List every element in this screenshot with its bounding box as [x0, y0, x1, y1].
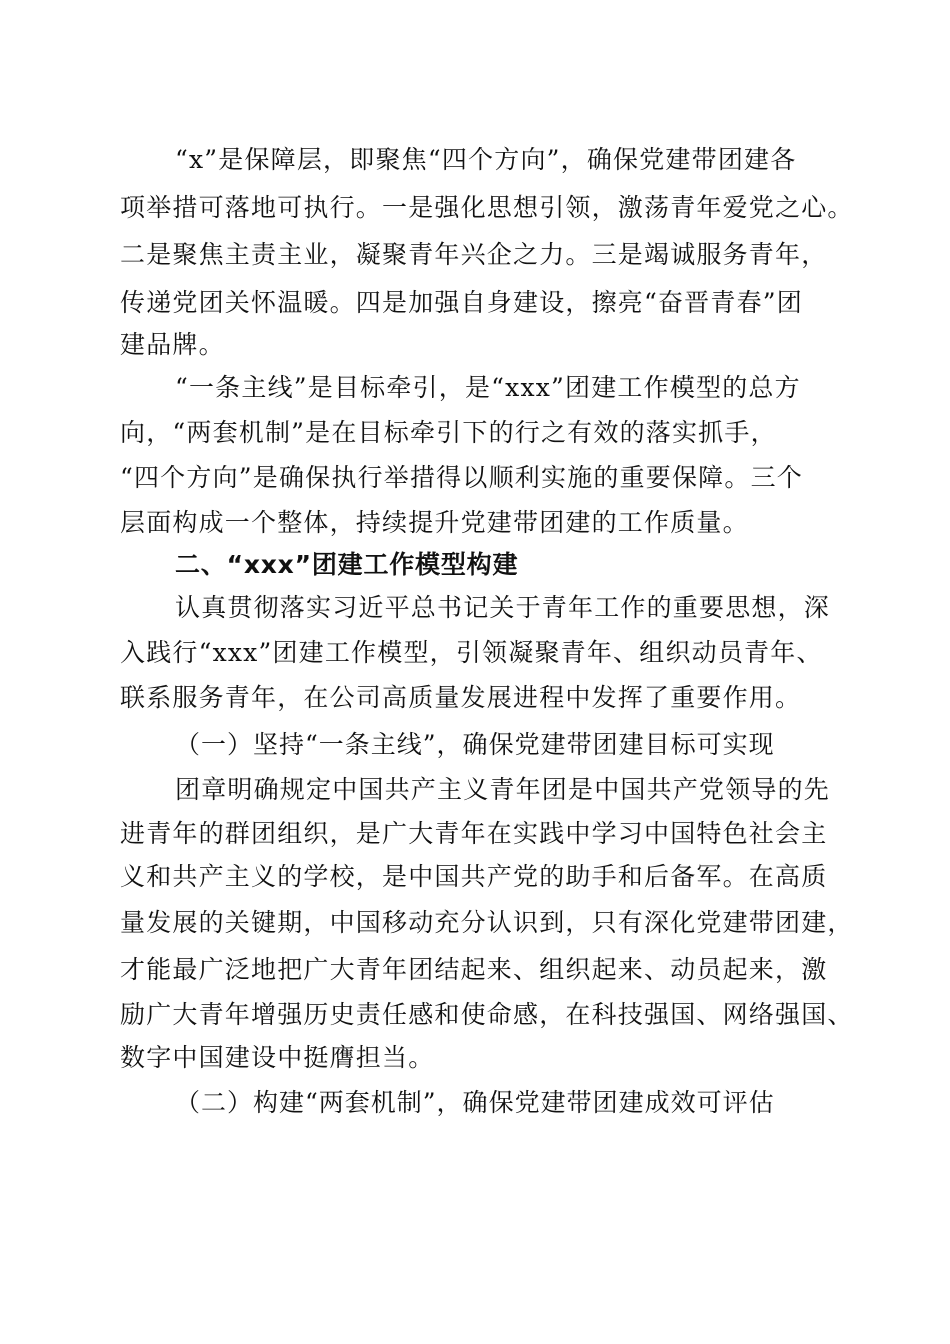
paragraph-3-line-1: 认真贯彻落实习近平总书记关于青年工作的重要思想，深: [175, 593, 831, 622]
paragraph-1-line-4: 传递党团关怀温暖。四是加强自身建设，擦亮“奋晋青春”团: [120, 288, 803, 317]
paragraph-4-line-1: 团章明确规定中国共产主义青年团是中国共产党领导的先: [175, 775, 831, 804]
paragraph-2-line-3: “四个方向”是确保执行举措得以顺利实施的重要保障。三个: [120, 463, 803, 492]
section-heading-2: 二、“xxx”团建工作模型构建: [175, 550, 519, 579]
paragraph-1-line-2: 项举措可落地可执行。一是强化思想引领，激荡青年爱党之心。: [120, 193, 854, 222]
paragraph-4-line-4: 量发展的关键期，中国移动充分认识到，只有深化党建带团建，: [120, 908, 854, 937]
paragraph-1-line-5: 建品牌。: [120, 330, 225, 359]
paragraph-2-line-1: “一条主线”是目标牵引，是“xxx”团建工作模型的总方: [175, 373, 801, 402]
subsection-heading-2: （二）构建“两套机制”，确保党建带团建成效可评估: [175, 1088, 775, 1117]
paragraph-4-line-2: 进青年的群团组织，是广大青年在实践中学习中国特色社会主: [120, 819, 828, 848]
paragraph-1-line-3: 二是聚焦主责主业，凝聚青年兴企之力。三是竭诚服务青年，: [120, 240, 828, 269]
paragraph-2-line-2: 向，“两套机制”是在目标牵引下的行之有效的落实抓手，: [120, 418, 777, 447]
subsection-heading-1: （一）坚持“一条主线”，确保党建带团建目标可实现: [175, 730, 775, 759]
paragraph-4-line-7: 数字中国建设中挺膺担当。: [120, 1043, 435, 1072]
paragraph-2-line-4: 层面构成一个整体，持续提升党建带团建的工作质量。: [120, 508, 749, 537]
paragraph-4-line-3: 义和共产主义的学校，是中国共产党的助手和后备军。在高质: [120, 862, 828, 891]
paragraph-3-line-3: 联系服务青年，在公司高质量发展进程中发挥了重要作用。: [120, 683, 802, 712]
paragraph-3-line-2: 入践行“xxx”团建工作模型，引领凝聚青年、组织动员青年、: [120, 638, 823, 667]
paragraph-4-line-5: 才能最广泛地把广大青年团结起来、组织起来、动员起来，激: [120, 955, 828, 984]
paragraph-4-line-6: 励广大青年增强历史责任感和使命感，在科技强国、网络强国、: [120, 1000, 854, 1029]
paragraph-1-line-1: “x”是保障层，即聚焦“四个方向”，确保党建带团建各: [175, 145, 797, 174]
